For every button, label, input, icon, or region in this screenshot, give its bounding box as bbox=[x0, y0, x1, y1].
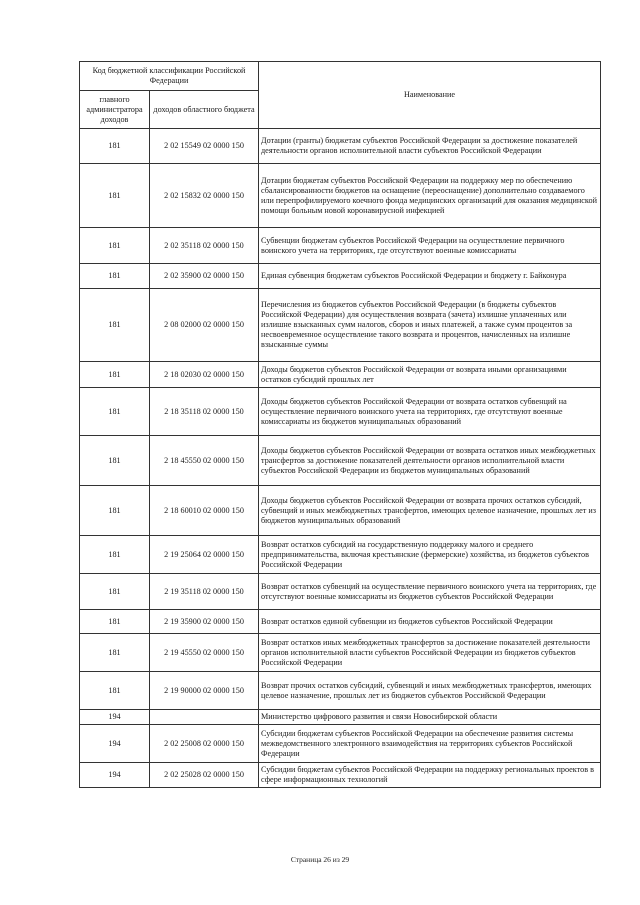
income-code-cell: 2 02 25028 02 0000 150 bbox=[150, 763, 259, 788]
admin-code-cell: 181 bbox=[80, 610, 150, 634]
name-cell: Возврат остатков субсидий на государственную поддержку малого и среднего предпринимательства, включая крестьянские (фермерские) хозяйства, из бюджетов субъектов Российской Федерации bbox=[259, 536, 601, 574]
admin-code-cell: 181 bbox=[80, 574, 150, 610]
income-code-cell: 2 19 45550 02 0000 150 bbox=[150, 634, 259, 672]
admin-code-cell: 181 bbox=[80, 536, 150, 574]
table-row bbox=[80, 228, 601, 264]
table-row bbox=[80, 129, 601, 164]
income-code-cell: 2 18 45550 02 0000 150 bbox=[150, 436, 259, 486]
name-cell: Доходы бюджетов субъектов Российской Федерации от возврата прочих остатков субсидий, субвенций и иных межбюджетных трансфертов, имеющих целевое назначение, прошлых лет из бюджетов муниципальных образований bbox=[259, 486, 601, 536]
budget-classification-table bbox=[79, 61, 601, 788]
income-code-cell: 2 02 35900 02 0000 150 bbox=[150, 264, 259, 289]
admin-code-cell: 181 bbox=[80, 436, 150, 486]
table-row bbox=[80, 574, 601, 610]
name-cell: Возврат остатков субвенций на осуществление первичного воинского учета на территориях, где отсутствуют военные комиссариаты из бюджетов субъектов Российской Федерации bbox=[259, 574, 601, 610]
name-cell: Перечисления из бюджетов субъектов Российской Федерации (в бюджеты субъектов Российской Федерации) для осуществления возврата (зачета) излишне уплаченных или излишне взысканных сумм налогов, сборов и иных платежей, а также сумм процентов за несвоевременное осуществление такого возврата и процентов, начисленных на излишне взысканные суммы bbox=[259, 289, 601, 362]
table-row bbox=[80, 264, 601, 289]
table-row bbox=[80, 763, 601, 788]
admin-code-cell: 181 bbox=[80, 129, 150, 164]
header-group-title: Код бюджетной классификации Российской Федерации bbox=[80, 62, 259, 91]
income-code-cell: 2 18 60010 02 0000 150 bbox=[150, 486, 259, 536]
name-cell: Субвенции бюджетам субъектов Российской Федерации на осуществление первичного воинского учета на территориях, где отсутствуют военные комиссариаты bbox=[259, 228, 601, 264]
name-cell: Субсидии бюджетам субъектов Российской Федерации на обеспечение развития системы межведомственного электронного взаимодействия на территориях субъектов Российской Федерации bbox=[259, 725, 601, 763]
income-code-cell: 2 19 35900 02 0000 150 bbox=[150, 610, 259, 634]
admin-code-cell: 181 bbox=[80, 264, 150, 289]
income-code-cell: 2 19 25064 02 0000 150 bbox=[150, 536, 259, 574]
table-row bbox=[80, 486, 601, 536]
income-code-cell: 2 02 35118 02 0000 150 bbox=[150, 228, 259, 264]
table-row bbox=[80, 672, 601, 710]
name-cell: Дотации бюджетам субъектов Российской Федерации на поддержку мер по обеспечению сбалансированности бюджетов на оснащение (переоснащение) дополнительно создаваемого или перепрофилируемого коечного фонда медицинских организаций для оказания медицинской помощи больным новой коронавирусной инфекцией bbox=[259, 164, 601, 228]
admin-code-cell: 181 bbox=[80, 388, 150, 436]
admin-code-cell: 181 bbox=[80, 362, 150, 388]
income-code-cell bbox=[150, 710, 259, 725]
name-cell: Дотации (гранты) бюджетам субъектов Российской Федерации за достижение показателей деятельности органов исполнительной власти субъектов Российской Федерации bbox=[259, 129, 601, 164]
admin-code-cell: 181 bbox=[80, 486, 150, 536]
income-code-cell: 2 02 15832 02 0000 150 bbox=[150, 164, 259, 228]
header-name: Наименование bbox=[259, 62, 601, 129]
admin-code-cell: 181 bbox=[80, 228, 150, 264]
page-number: Страница 26 из 29 bbox=[290, 855, 350, 864]
name-cell: Субсидии бюджетам субъектов Российской Федерации на поддержку региональных проектов в сфере информационных технологий bbox=[259, 763, 601, 788]
admin-code-cell: 194 bbox=[80, 710, 150, 725]
admin-code-cell: 181 bbox=[80, 634, 150, 672]
name-cell: Министерство цифрового развития и связи Новосибирской области bbox=[259, 710, 601, 725]
income-code-cell: 2 08 02000 02 0000 150 bbox=[150, 289, 259, 362]
name-cell: Возврат остатков иных межбюджетных трансфертов за достижение показателей деятельности органов исполнительной власти субъектов Российской Федерации из бюджетов субъектов Российской Федерации bbox=[259, 634, 601, 672]
header-admin: главного администратора доходов bbox=[80, 91, 150, 129]
name-cell: Возврат прочих остатков субсидий, субвенций и иных межбюджетных трансфертов, имеющих целевое назначение, прошлых лет из бюджетов субъектов Российской Федерации bbox=[259, 672, 601, 710]
table-row bbox=[80, 436, 601, 486]
header-income: доходов областного бюджета bbox=[150, 91, 259, 129]
table-row bbox=[80, 634, 601, 672]
income-code-cell: 2 19 35118 02 0000 150 bbox=[150, 574, 259, 610]
name-cell: Возврат остатков единой субвенции из бюджетов субъектов Российской Федерации bbox=[259, 610, 601, 634]
admin-code-cell: 181 bbox=[80, 164, 150, 228]
income-code-cell: 2 18 02030 02 0000 150 bbox=[150, 362, 259, 388]
admin-code-cell: 194 bbox=[80, 763, 150, 788]
table-row bbox=[80, 710, 601, 725]
admin-code-cell: 194 bbox=[80, 725, 150, 763]
name-cell: Доходы бюджетов субъектов Российской Федерации от возврата остатков субвенций на осуществление первичного воинского учета на территориях, где отсутствуют военные комиссариаты из бюджетов муниципальных образований bbox=[259, 388, 601, 436]
table-row bbox=[80, 536, 601, 574]
table-row bbox=[80, 164, 601, 228]
income-code-cell: 2 02 15549 02 0000 150 bbox=[150, 129, 259, 164]
admin-code-cell: 181 bbox=[80, 672, 150, 710]
income-code-cell: 2 02 25008 02 0000 150 bbox=[150, 725, 259, 763]
table-body bbox=[80, 129, 601, 788]
table-row bbox=[80, 289, 601, 362]
table-row bbox=[80, 388, 601, 436]
name-cell: Доходы бюджетов субъектов Российской Федерации от возврата иными организациями остатков субсидий прошлых лет bbox=[259, 362, 601, 388]
income-code-cell: 2 18 35118 02 0000 150 bbox=[150, 388, 259, 436]
name-cell: Единая субвенция бюджетам субъектов Российской Федерации и бюджету г. Байконура bbox=[259, 264, 601, 289]
income-code-cell: 2 19 90000 02 0000 150 bbox=[150, 672, 259, 710]
table-row bbox=[80, 725, 601, 763]
name-cell: Доходы бюджетов субъектов Российской Федерации от возврата остатков иных межбюджетных трансфертов за достижение показателей деятельности органов исполнительной власти субъектов Российской Федерации из бюджетов муниципальных образований bbox=[259, 436, 601, 486]
table-row bbox=[80, 362, 601, 388]
table-row bbox=[80, 610, 601, 634]
admin-code-cell: 181 bbox=[80, 289, 150, 362]
